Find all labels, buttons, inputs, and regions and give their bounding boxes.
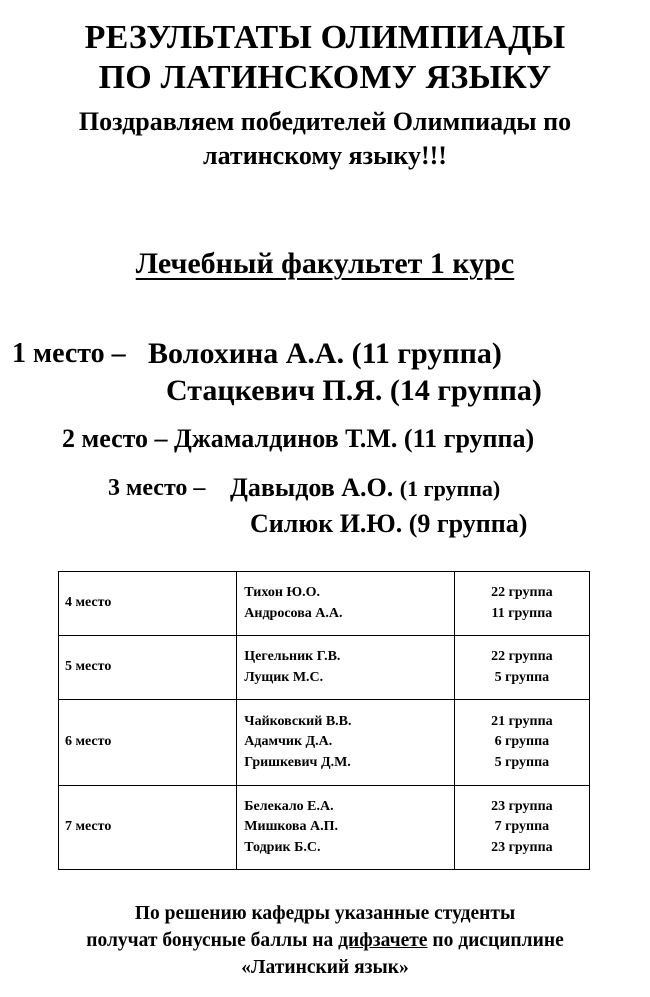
place-cell: 4 место <box>59 572 237 636</box>
student-name: Тодрик Б.С. <box>244 839 321 855</box>
table-row <box>59 700 590 786</box>
place-cell: 6 место <box>59 700 237 786</box>
footer-line-2-end: по дисциплине <box>427 930 564 951</box>
third-place-winner-1-group: (1 группа) <box>399 476 501 501</box>
student-name: Адамчик Д.А. <box>244 734 333 750</box>
group-number: 7 группа <box>494 819 550 835</box>
page-title <box>0 18 650 98</box>
third-place-winner-2: Силюк И.Ю. (9 группа) <box>250 509 528 538</box>
first-place-label: 1 место – <box>12 338 126 369</box>
student-name: Тихон Ю.О. <box>244 585 321 600</box>
group-number: 23 группа <box>491 839 553 855</box>
title-line-1: РЕЗУЛЬТАТЫ ОЛИМПИАДЫ <box>84 19 566 56</box>
groups-cell <box>454 572 589 636</box>
group-number: 21 группа <box>491 713 553 729</box>
third-place-winner-1 <box>230 470 500 507</box>
footer-note <box>0 900 650 981</box>
second-place-line: 2 место – Джамалдинов Т.М. (11 группа) <box>62 424 535 453</box>
student-name: Чайковский В.В. <box>244 713 352 729</box>
first-place-winner-2: Стацкевич П.Я. (14 группа) <box>166 374 542 407</box>
groups-cell <box>454 700 589 786</box>
faculty-heading-text: Лечебный факультет 1 курс <box>135 247 515 280</box>
names-cell <box>237 572 454 636</box>
footer-line-1: По решению кафедры указанные студенты <box>134 903 516 924</box>
names-cell <box>237 786 454 870</box>
names-cell <box>237 636 454 700</box>
third-place-winner-1-name: Давыдов А.О. <box>230 473 394 502</box>
group-number: 22 группа <box>491 585 553 600</box>
group-number: 11 группа <box>491 605 553 621</box>
third-place-label: 3 место – <box>108 475 206 501</box>
student-name: Лущик М.С. <box>244 669 324 685</box>
student-name: Белекало Е.А. <box>244 798 334 814</box>
footer-underlined-term: дифзачете <box>338 930 428 951</box>
table-row <box>59 636 590 700</box>
place-cell: 7 место <box>59 786 237 870</box>
footer-line-2 <box>0 927 650 954</box>
student-name: Мишкова А.П. <box>244 819 338 835</box>
group-number: 6 группа <box>494 734 550 750</box>
groups-cell <box>454 786 589 870</box>
student-name: Цегельник Г.В. <box>244 649 341 664</box>
congrats-line-1: Поздравляем победителей Олимпиады по <box>78 107 572 136</box>
table-row <box>59 786 590 870</box>
place-cell: 5 место <box>59 636 237 700</box>
congrats-line-2: латинскому языку!!! <box>203 141 447 170</box>
group-number: 5 группа <box>494 669 550 685</box>
student-name: Гришкевич Д.М. <box>244 754 351 770</box>
group-number: 22 группа <box>491 649 553 664</box>
footer-line-2-start: получат бонусные баллы на <box>86 930 339 951</box>
footer-line-3: «Латинский язык» <box>241 957 409 978</box>
names-cell <box>237 700 454 786</box>
results-table <box>58 571 590 870</box>
group-number: 5 группа <box>494 754 550 770</box>
group-number: 23 группа <box>491 798 553 814</box>
faculty-heading <box>0 244 650 284</box>
congratulations-text <box>0 105 650 173</box>
title-line-2: ПО ЛАТИНСКОМУ ЯЗЫКУ <box>98 59 552 96</box>
student-name: Андросова А.А. <box>244 605 343 621</box>
groups-cell <box>454 636 589 700</box>
table-row <box>59 572 590 636</box>
first-place-winner-1: Волохина А.А. (11 группа) <box>148 337 502 370</box>
